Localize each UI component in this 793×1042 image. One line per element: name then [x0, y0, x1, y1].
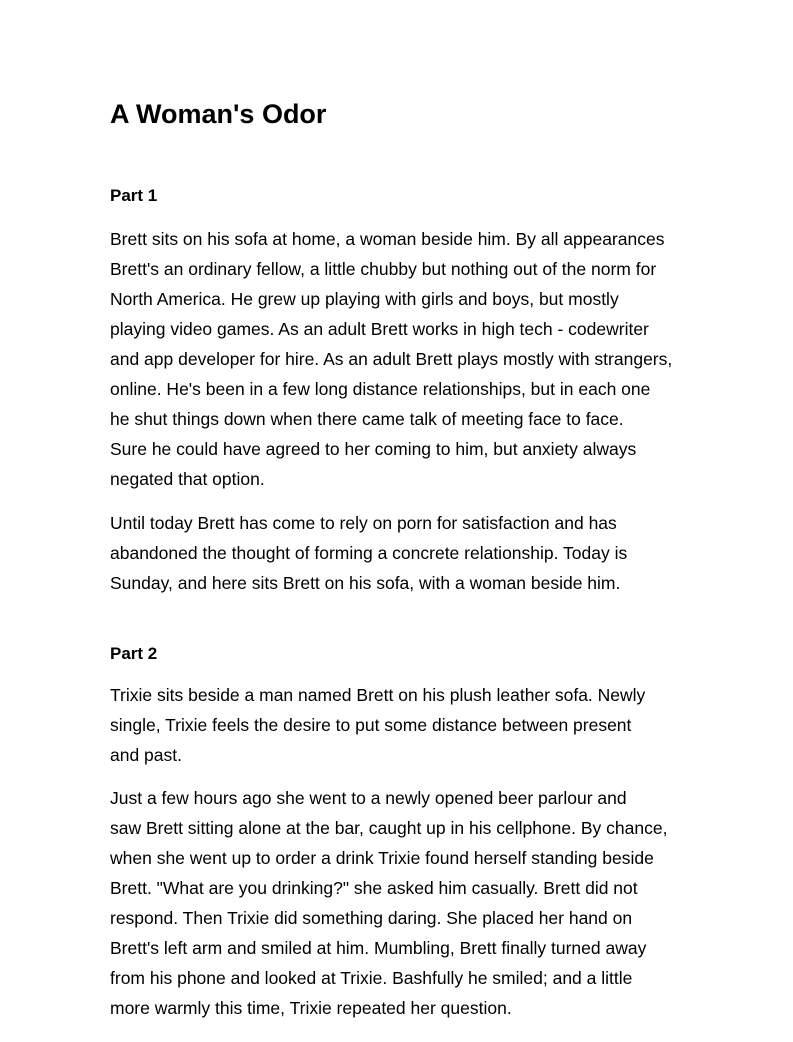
text-line: single, Trixie feels the desire to put some distance between present: [110, 715, 632, 735]
text-line: abandoned the thought of forming a concrete relationship. Today is: [110, 543, 628, 563]
text-line: Brett. "What are you drinking?" she asked him casually. Brett did not: [110, 878, 638, 898]
text-line: Brett sits on his sofa at home, a woman beside him. By all appearances: [110, 229, 665, 249]
text-line: online. He's been in a few long distance relationships, but in each one: [110, 379, 651, 399]
text-line: North America. He grew up playing with girls and boys, but mostly: [110, 289, 619, 309]
text-line: Brett's an ordinary fellow, a little chubby but nothing out of the norm for: [110, 259, 657, 279]
text-line: Brett's left arm and smiled at him. Mumbling, Brett finally turned away: [110, 938, 647, 958]
text-line: Until today Brett has come to rely on porn for satisfaction and has: [110, 513, 617, 533]
text-line: Sure he could have agreed to her coming to him, but anxiety always: [110, 439, 637, 459]
section-heading-part-1: Part 1: [110, 186, 158, 205]
text-line: saw Brett sitting alone at the bar, caught up in his cellphone. By chance,: [110, 818, 668, 838]
text-line: when she went up to order a drink Trixie found herself standing beside: [110, 848, 654, 868]
paragraph: [110, 224, 672, 494]
text-line: and past.: [110, 745, 182, 765]
text-line: Just a few hours ago she went to a newly opened beer parlour and: [110, 788, 627, 808]
paragraph: [110, 783, 667, 1023]
text-line: from his phone and looked at Trixie. Bashfully he smiled; and a little: [110, 968, 633, 988]
text-line: and app developer for hire. As an adult Brett plays mostly with strangers,: [110, 349, 673, 369]
text-line: Trixie sits beside a man named Brett on his plush leather sofa. Newly: [110, 685, 646, 705]
text-line: more warmly this time, Trixie repeated her question.: [110, 998, 512, 1018]
text-line: Sunday, and here sits Brett on his sofa, with a woman beside him.: [110, 573, 621, 593]
paragraph: [110, 508, 627, 598]
paragraph: [110, 680, 645, 770]
section-heading-part-2: Part 2: [110, 644, 158, 663]
text-line: respond. Then Trixie did something daring. She placed her hand on: [110, 908, 633, 928]
text-line: he shut things down when there came talk of meeting face to face.: [110, 409, 624, 429]
text-line: playing video games. As an adult Brett works in high tech - codewriter: [110, 319, 649, 339]
document-title: A Woman's Odor: [110, 99, 327, 129]
text-line: negated that option.: [110, 469, 265, 489]
